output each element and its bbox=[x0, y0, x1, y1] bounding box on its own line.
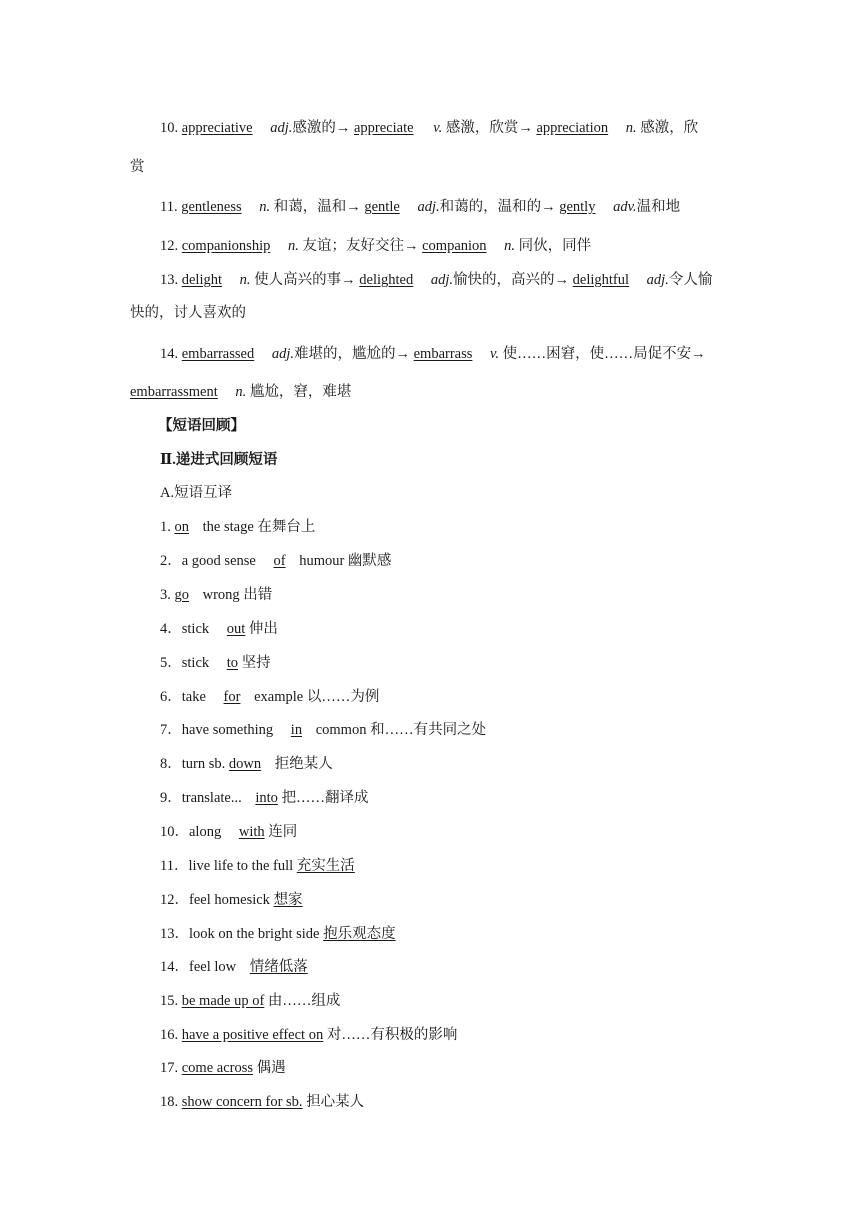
phrase-text: translate... bbox=[181, 790, 242, 806]
item-number: 10． bbox=[160, 824, 189, 840]
phrase-answer: 充实生活 bbox=[296, 858, 355, 874]
item-number: 6． bbox=[160, 689, 182, 705]
vocab-item-13 bbox=[160, 270, 712, 290]
meaning: 和蔼的，温和的→ bbox=[439, 199, 556, 215]
phrase-text: 拒绝某人 bbox=[274, 756, 333, 772]
vocab-item-10 bbox=[160, 118, 698, 138]
phrase-text: example 以……为例 bbox=[254, 689, 380, 705]
item-number: 5． bbox=[160, 655, 182, 671]
answer-word: gentle bbox=[364, 199, 400, 215]
phrase-item-12 bbox=[160, 890, 303, 910]
phrase-text: live life to the full bbox=[188, 858, 294, 874]
phrase-text: humour 幽默感 bbox=[299, 553, 392, 569]
phrase-text: 对……有积极的影响 bbox=[326, 1027, 458, 1043]
meaning: 使……困窘，使……局促不安→ bbox=[502, 346, 706, 362]
meaning: 同伙，同伴 bbox=[518, 238, 592, 254]
phrase-text: wrong 出错 bbox=[202, 587, 273, 603]
answer-word: companionship bbox=[181, 238, 271, 254]
item-number: 18. bbox=[160, 1094, 179, 1110]
item-number: 17. bbox=[160, 1060, 179, 1076]
phrase-answer: show concern for sb. bbox=[181, 1094, 303, 1110]
item-number: 12． bbox=[160, 892, 189, 908]
meaning: 温和地 bbox=[636, 199, 681, 215]
part-of-speech: n. bbox=[239, 272, 251, 288]
meaning: 令人愉 bbox=[668, 272, 713, 288]
phrase-item-10 bbox=[160, 822, 297, 842]
meaning: 感激的→ bbox=[292, 120, 351, 136]
phrase-item-8 bbox=[160, 754, 333, 774]
phrase-answer: 抱乐观态度 bbox=[323, 926, 396, 942]
phrase-answer: have a positive effect on bbox=[181, 1027, 324, 1043]
item-number: 10. bbox=[160, 120, 179, 136]
phrase-item-2 bbox=[160, 551, 391, 571]
phrase-answer: down bbox=[228, 756, 262, 772]
phrase-answer: with bbox=[238, 824, 265, 840]
answer-word: delighted bbox=[359, 272, 414, 288]
vocab-item-10-cont bbox=[130, 157, 145, 177]
answer-word: embarrassment bbox=[130, 384, 218, 400]
phrase-text: turn sb. bbox=[181, 756, 226, 772]
phrase-text: 把……翻译成 bbox=[281, 790, 369, 806]
phrase-text: common 和……有共同之处 bbox=[315, 722, 487, 738]
phrase-text: 伸出 bbox=[248, 621, 278, 637]
item-number: 12. bbox=[160, 238, 179, 254]
phrase-item-7 bbox=[160, 720, 486, 740]
part-of-speech: v. bbox=[490, 346, 500, 362]
phrase-item-15 bbox=[160, 991, 340, 1011]
part-of-speech: v. bbox=[433, 120, 443, 136]
meaning: 赏 bbox=[130, 159, 145, 175]
answer-word: embarrass bbox=[413, 346, 473, 362]
part-of-speech: adj. bbox=[271, 346, 294, 362]
answer-word: delightful bbox=[572, 272, 630, 288]
section-title: 【短语回顾】 bbox=[158, 418, 245, 434]
part-of-speech: adj. bbox=[270, 120, 293, 136]
phrase-answer: into bbox=[255, 790, 278, 806]
phrase-item-13 bbox=[160, 924, 396, 944]
part-a-title: A.短语互译 bbox=[160, 485, 233, 501]
phrase-text: the stage 在舞台上 bbox=[202, 519, 316, 535]
answer-word: delight bbox=[181, 272, 223, 288]
phrase-item-14 bbox=[160, 957, 308, 977]
part-of-speech: n. bbox=[235, 384, 247, 400]
phrase-answer: come across bbox=[181, 1060, 254, 1076]
phrase-item-1 bbox=[160, 517, 315, 537]
part-of-speech: n. bbox=[504, 238, 516, 254]
phrase-text: 连同 bbox=[268, 824, 298, 840]
part-of-speech: adj. bbox=[417, 199, 440, 215]
phrase-answer: 想家 bbox=[273, 892, 303, 908]
meaning: 愉快的，高兴的→ bbox=[453, 272, 570, 288]
phrase-answer: be made up of bbox=[181, 993, 265, 1009]
phrase-text: 偶遇 bbox=[256, 1060, 286, 1076]
item-number: 11． bbox=[160, 858, 189, 874]
meaning: 感激，欣赏→ bbox=[445, 120, 533, 136]
item-number: 14. bbox=[160, 346, 179, 362]
answer-word: companion bbox=[422, 238, 487, 254]
item-number: 9． bbox=[160, 790, 182, 806]
answer-word: embarrassed bbox=[181, 346, 255, 362]
phrase-item-4 bbox=[160, 619, 278, 639]
answer-word: gentleness bbox=[181, 199, 242, 215]
item-number: 14． bbox=[160, 959, 189, 975]
phrase-text: take bbox=[181, 689, 206, 705]
phrase-text: look on the bright side bbox=[189, 926, 320, 942]
phrase-item-18 bbox=[160, 1092, 364, 1112]
item-number: 13． bbox=[160, 926, 189, 942]
phrase-text: 担心某人 bbox=[306, 1094, 365, 1110]
vocab-item-13-cont bbox=[130, 303, 246, 323]
meaning: 快的，讨人喜欢的 bbox=[130, 305, 246, 321]
part-of-speech: n. bbox=[625, 120, 637, 136]
phrase-item-16 bbox=[160, 1025, 457, 1045]
meaning: 使人高兴的事→ bbox=[254, 272, 356, 288]
answer-word: appreciation bbox=[536, 120, 609, 136]
phrase-text: stick bbox=[181, 621, 210, 637]
part-of-speech: adj. bbox=[430, 272, 454, 288]
vocab-item-14-cont bbox=[130, 382, 351, 402]
vocab-item-14 bbox=[160, 344, 706, 364]
part-of-speech: n. bbox=[259, 199, 271, 215]
phrase-text: along bbox=[189, 824, 222, 840]
subsection-title: Ⅱ.递进式回顾短语 bbox=[160, 452, 278, 468]
answer-word: appreciate bbox=[354, 120, 414, 136]
item-number: 11. bbox=[160, 199, 178, 215]
phrase-text: a good sense bbox=[181, 553, 256, 569]
item-number: 4． bbox=[160, 621, 182, 637]
phrase-answer: of bbox=[273, 553, 286, 569]
item-number: 7． bbox=[160, 722, 182, 738]
phrase-text: feel homesick bbox=[189, 892, 270, 908]
part-of-speech: adj. bbox=[646, 272, 669, 288]
phrase-answer: to bbox=[226, 655, 239, 671]
meaning: 感激，欣 bbox=[640, 120, 699, 136]
phrase-item-3 bbox=[160, 585, 272, 605]
phrase-text: stick bbox=[181, 655, 210, 671]
meaning: 难堪的，尴尬的→ bbox=[294, 346, 410, 362]
answer-word: appreciative bbox=[181, 120, 253, 136]
item-number: 1. bbox=[160, 519, 171, 535]
phrase-answer: on bbox=[174, 519, 189, 535]
meaning: 尴尬，窘，难堪 bbox=[249, 384, 352, 400]
meaning: 友谊；友好交往→ bbox=[302, 238, 419, 254]
item-number: 2． bbox=[160, 553, 182, 569]
phrase-text: feel low bbox=[189, 959, 237, 975]
part-of-speech: n. bbox=[287, 238, 299, 254]
item-number: 15. bbox=[160, 993, 179, 1009]
item-number: 3. bbox=[160, 587, 171, 603]
phrase-answer: out bbox=[226, 621, 246, 637]
phrase-item-9 bbox=[160, 788, 369, 808]
phrase-answer: 情绪低落 bbox=[249, 959, 308, 975]
part-of-speech: adv. bbox=[613, 199, 637, 215]
phrase-item-6 bbox=[160, 687, 379, 707]
phrase-text: 由……组成 bbox=[267, 993, 341, 1009]
phrase-answer: for bbox=[223, 689, 241, 705]
vocab-item-11 bbox=[160, 197, 680, 217]
item-number: 16. bbox=[160, 1027, 179, 1043]
phrase-text: have something bbox=[181, 722, 274, 738]
phrase-item-11 bbox=[160, 856, 355, 876]
vocab-item-12 bbox=[160, 236, 591, 256]
phrase-text: 坚持 bbox=[241, 655, 271, 671]
phrase-answer: in bbox=[290, 722, 303, 738]
item-number: 13. bbox=[160, 272, 179, 288]
meaning: 和蔼，温和→ bbox=[273, 199, 361, 215]
phrase-answer: go bbox=[174, 587, 189, 603]
item-number: 8． bbox=[160, 756, 182, 772]
answer-word: gently bbox=[559, 199, 596, 215]
phrase-item-17 bbox=[160, 1058, 286, 1078]
phrase-item-5 bbox=[160, 653, 271, 673]
